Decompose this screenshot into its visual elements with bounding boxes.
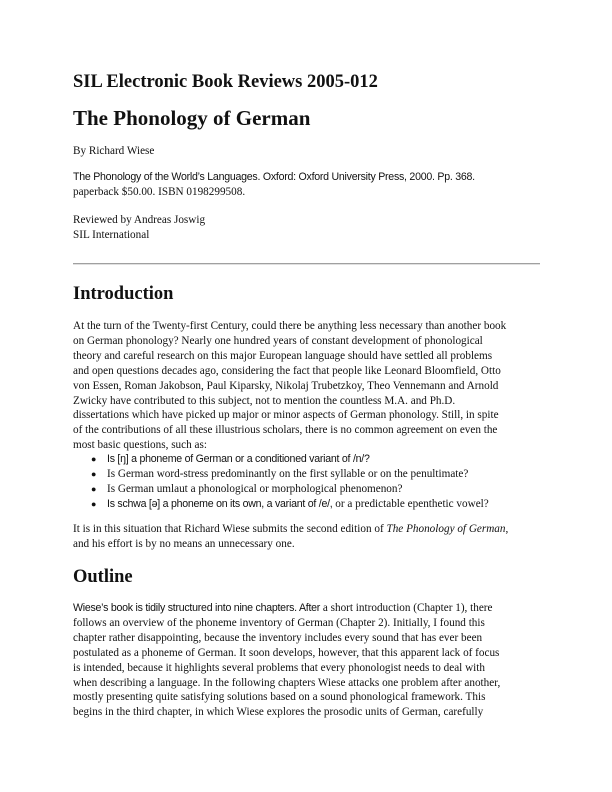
text-line: is intended, because it highlights several problems that every phonologist needs to deal with: [73, 661, 485, 674]
list-item: [91, 482, 489, 497]
bullet-icon: ●: [91, 469, 97, 479]
question-text: Is German word-stress predominantly on the first syllable or on the penultimate?: [107, 468, 469, 480]
closing-paragraph: [73, 522, 543, 552]
text-line: [73, 601, 543, 616]
bullet-icon: ●: [91, 454, 97, 464]
reviewer-name: Reviewed by Andreas Joswig: [73, 214, 206, 226]
book-title-italic: The Phonology of German: [386, 523, 506, 535]
question-text: Is German umlaut a phonological or morphological phenomenon?: [107, 483, 403, 495]
outline-paragraph: [73, 601, 543, 720]
outline-text: a short introduction (Chapter 1), there: [320, 602, 493, 614]
text-line: theory and careful research on this major European language should have settled all problems: [73, 349, 493, 362]
outline-text-sans: Wiese’s book is tidily structured into nine chapters. After: [73, 602, 321, 614]
text-line: chapter rather disappointing, because the inventory includes every sound that has ever been: [73, 631, 483, 644]
series-title: SIL Electronic Book Reviews 2005-012: [73, 72, 378, 92]
text-line: dissertations which have picked up major or minor aspects of German phonology. Still, in spite: [73, 409, 499, 422]
text-line: of the contributions of all these illustrious scholars, there is no common agreement on even the: [73, 424, 498, 437]
introduction-heading: Introduction: [73, 284, 174, 304]
introduction-paragraph: [73, 319, 543, 453]
bullet-icon: ●: [91, 499, 97, 509]
text-line: [73, 522, 543, 537]
horizontal-divider: [73, 263, 540, 265]
reviewer-affiliation: SIL International: [73, 229, 150, 241]
question-text-sans: Is [ŋ] a phoneme of German or a conditioned variant of /n/?: [107, 453, 370, 465]
closing-text: It is in this situation that Richard Wiese submits the second edition of: [73, 523, 387, 535]
text-line: mostly presenting quite satisfying solutions based on a sound phonological framework. This: [73, 691, 486, 704]
book-citation: [73, 170, 543, 200]
author-byline: By Richard Wiese: [73, 145, 155, 157]
question-text: or a predictable epenthetic vowel?: [332, 498, 489, 510]
text-line: Zwicky have contributed to this subject, not to mention the countless M.A. and Ph.D.: [73, 394, 456, 407]
questions-list: [91, 452, 489, 512]
text-line: and his effort is by no means an unnecessary one.: [73, 537, 295, 550]
closing-punctuation: ,: [505, 523, 509, 535]
text-line: postulated as a phoneme of German. It soon develops, however, that this apparent lack of focus: [73, 646, 500, 659]
text-line: most basic questions, such as:: [73, 439, 207, 452]
citation-publication: The Phonology of the World’s Languages. Oxford: Oxford University Press, 2000. Pp. 368.: [73, 171, 475, 183]
text-line: when describing a language. In the following chapters Wiese attacks one problem after another,: [73, 676, 501, 689]
list-item: [91, 452, 489, 467]
reviewer-info: [73, 213, 205, 243]
text-line: von Essen, Roman Jakobson, Paul Kiparsky, Nikolaj Trubetzkoy, Theo Vennemann and Arnold: [73, 379, 499, 392]
bullet-icon: ●: [91, 484, 97, 494]
outline-heading: Outline: [73, 567, 133, 587]
text-line: on German phonology? Nearly one hundred years of constant development of phonological: [73, 334, 483, 347]
text-line: and open questions decades ago, considering the fact that people like Leonard Bloomfield, Otto: [73, 364, 501, 377]
question-text-sans: Is schwa [ə] a phoneme on its own, a variant of /e/,: [107, 498, 333, 510]
text-line: At the turn of the Twenty-first Century, could there be anything less necessary than another book: [73, 320, 507, 332]
text-line: follows an overview of the phoneme inventory of German (Chapter 2). Initially, I found this: [73, 616, 485, 629]
text-line: begins in the third chapter, in which Wiese explores the prosodic units of German, carefully: [73, 706, 484, 719]
book-title: The Phonology of German: [73, 106, 311, 130]
list-item: [91, 497, 489, 512]
list-item: [91, 467, 489, 482]
citation-details: paperback $50.00. ISBN 0198299508.: [73, 186, 246, 198]
